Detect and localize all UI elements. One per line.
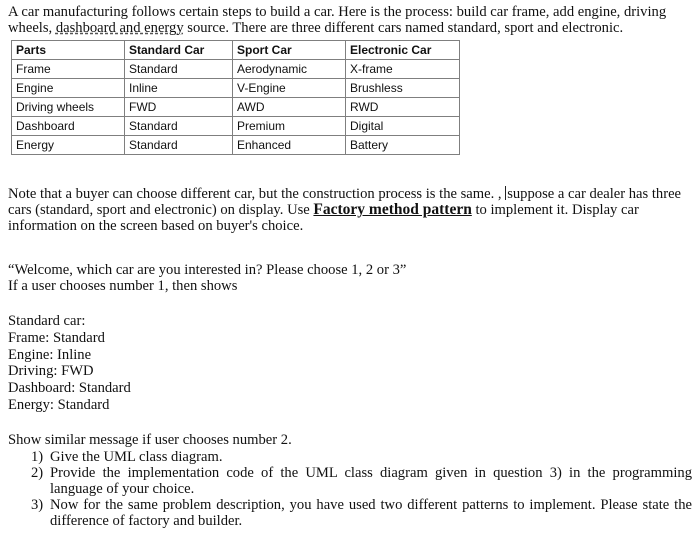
table-cell: Standard: [125, 60, 233, 79]
table-row: [12, 98, 460, 117]
question-number: 1): [31, 449, 44, 465]
table-cell: Brushless: [346, 79, 460, 98]
question-text: Provide the implementation code of the UML class diagram given in question 3) in the programming language of your choice.: [50, 465, 692, 497]
header-standard-car: Standard Car: [125, 41, 233, 60]
list-item: [8, 465, 692, 497]
intro-line-2-suffix: source. There are three different cars named standard, sport and electronic.: [183, 20, 624, 36]
note-text-part-2: suppose a car dealer has three cars (standard, sport and electronic) on display. Use: [8, 186, 682, 218]
table-cell: X-frame: [346, 60, 460, 79]
intro-line-2-prefix: wheels,: [8, 20, 56, 36]
table-cell: AWD: [233, 98, 346, 117]
output-line: Dashboard: Standard: [8, 380, 131, 397]
output-line: Energy: Standard: [8, 396, 110, 413]
if-user-chooses-text: If a user chooses number 1, then shows: [8, 278, 238, 294]
table-cell: Driving wheels: [12, 98, 125, 117]
list-item: [8, 497, 692, 529]
table-cell: Standard: [125, 117, 233, 136]
list-item: [8, 449, 692, 465]
question-number: 3): [31, 497, 44, 513]
output-line: Frame: Standard: [8, 329, 105, 346]
table-row: [12, 60, 460, 79]
output-line: Engine: Inline: [8, 346, 92, 363]
table-cell: RWD: [346, 98, 460, 117]
prompt-block: [8, 262, 692, 294]
table-cell: Inline: [125, 79, 233, 98]
intro-line-1: A car manufacturing follows certain steps to build a car. Here is the process: build car frame, add engine, driving: [8, 4, 667, 20]
table-cell: Frame: [12, 60, 125, 79]
table-cell: Engine: [12, 79, 125, 98]
table-cell: Premium: [233, 117, 346, 136]
spell-underlined-text: dashboard and energy: [55, 20, 184, 36]
intro-line-2: [8, 20, 692, 36]
welcome-message: “Welcome, which car are you interested in? Please choose 1, 2 or 3”: [8, 262, 407, 278]
question-text: Now for the same problem description, you have used two different patterns to implement. Please state the difference of factory and builder.: [50, 497, 692, 529]
intro-paragraph: [8, 4, 692, 36]
question-list: [8, 449, 692, 529]
table-cell: Energy: [12, 136, 125, 155]
header-sport-car: Sport Car: [233, 41, 346, 60]
factory-method-pattern-text: Factory method pattern: [313, 201, 472, 218]
header-parts: Parts: [12, 41, 125, 60]
note-text: [8, 186, 692, 234]
show-similar-text: Show similar message if user chooses number 2.: [8, 432, 292, 448]
table-cell: Aerodynamic: [233, 60, 346, 79]
header-electronic-car: Electronic Car: [346, 41, 460, 60]
table-row: [12, 117, 460, 136]
table-row: [12, 136, 460, 155]
note-text-part-1: Note that a buyer can choose different car, but the construction process is the same. ,: [8, 186, 506, 202]
table-row: [12, 79, 460, 98]
table-cell: V-Engine: [233, 79, 346, 98]
table-cell: FWD: [125, 98, 233, 117]
question-text: Give the UML class diagram.: [50, 449, 223, 465]
table-cell: Battery: [346, 136, 460, 155]
output-line: Driving: FWD: [8, 363, 94, 380]
table-cell: Digital: [346, 117, 460, 136]
parts-table: [11, 40, 460, 155]
table-cell: Standard: [125, 136, 233, 155]
sample-output: [8, 313, 131, 414]
table-cell: Dashboard: [12, 117, 125, 136]
question-number: 2): [31, 465, 44, 481]
note-text-part-3: to implement it. Display car information on the screen based on buyer's choice.: [8, 202, 639, 234]
note-paragraph: [8, 186, 692, 234]
table-header-row: [12, 41, 460, 60]
output-line: Standard car:: [8, 313, 86, 329]
table-cell: Enhanced: [233, 136, 346, 155]
